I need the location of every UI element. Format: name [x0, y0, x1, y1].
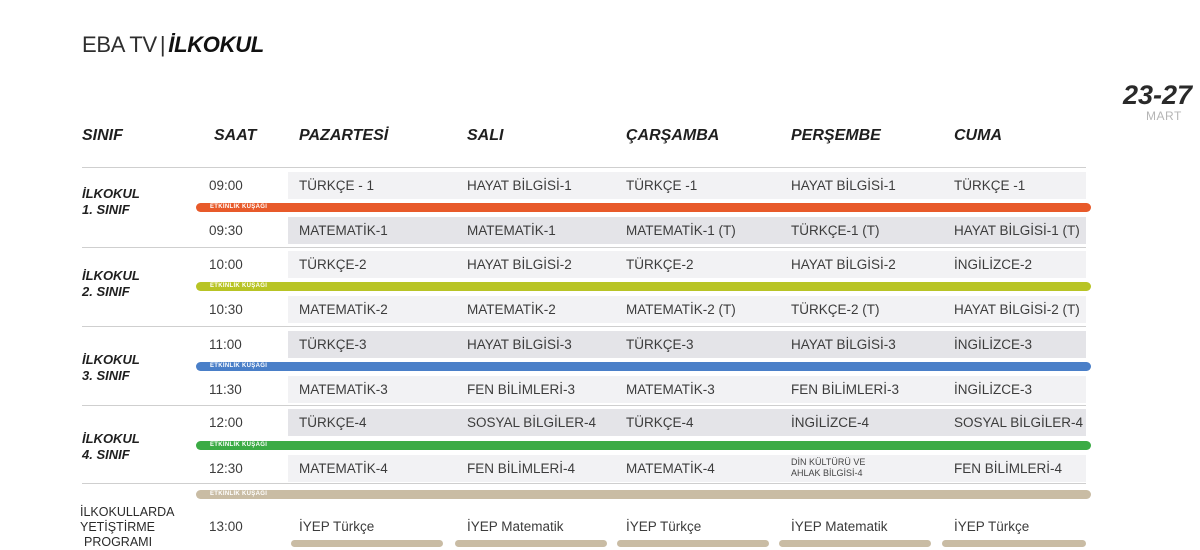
time-cell: 12:00 [209, 415, 243, 430]
schedule-cell: TÜRKÇE-2 (T) [791, 302, 880, 317]
program-label-line: İLKOKULLARDA [80, 505, 175, 519]
program-label-line: PROGRAMI [84, 535, 153, 549]
separator-line [82, 405, 1086, 406]
class-label-3 [82, 352, 140, 384]
class-label-2 [82, 268, 140, 300]
schedule-cell: MATEMATİK-2 (T) [626, 302, 736, 317]
time-cell: 11:30 [209, 382, 242, 397]
schedule-cell: FEN BİLİMLERİ-3 [791, 382, 900, 397]
schedule-cell: İYEP Türkçe [954, 519, 1030, 534]
schedule-cell: TÜRKÇE-3 [299, 337, 367, 352]
time-cell: 09:30 [209, 223, 243, 238]
time-cell: 10:00 [209, 257, 243, 272]
activity-band-bar [196, 490, 1091, 499]
class-label-line: İLKOKUL [82, 431, 140, 446]
schedule-cell-line: AHLAK BİLGİSİ-4 [791, 468, 863, 478]
schedule-cell: HAYAT BİLGİSİ-2 (T) [954, 302, 1080, 317]
activity-band-bar [196, 282, 1091, 291]
schedule-cell: TÜRKÇE-2 [626, 257, 694, 272]
separator-line [82, 167, 1086, 168]
schedule-cell: MATEMATİK-3 [626, 382, 715, 397]
schedule-cell: İNGİLİZCE-3 [954, 337, 1033, 352]
schedule-cell: TÜRKÇE -1 [954, 178, 1026, 193]
separator-line [82, 483, 1086, 484]
class-label-4 [82, 431, 140, 463]
schedule-cell: HAYAT BİLGİSİ-2 [467, 257, 572, 272]
schedule-cell: HAYAT BİLGİSİ-2 [791, 257, 896, 272]
class-label-line: 3. SINIF [82, 368, 130, 383]
schedule-cell: İYEP Türkçe [626, 519, 702, 534]
program-label [80, 505, 174, 550]
schedule-cell: FEN BİLİMLERİ-4 [467, 461, 576, 476]
activity-band-bar [196, 203, 1091, 212]
schedule-cell-line: DİN KÜLTÜRÜ VE [791, 457, 866, 467]
schedule-cell: MATEMATİK-1 [467, 223, 556, 238]
schedule-cell: MATEMATİK-2 [299, 302, 388, 317]
schedule-cell: HAYAT BİLGİSİ-1 (T) [954, 223, 1080, 238]
time-cell: 10:30 [209, 302, 243, 317]
schedule-cell: TÜRKÇE-4 [626, 415, 694, 430]
activity-band-bar [196, 441, 1091, 450]
column-header-friday: CUMA [954, 127, 1002, 144]
schedule-cell: HAYAT BİLGİSİ-3 [791, 337, 896, 352]
schedule-cell: MATEMATİK-1 [299, 223, 388, 238]
program-underline-bar [455, 540, 607, 547]
schedule-cell: SOSYAL BİLGİLER-4 [467, 415, 597, 430]
program-underline-bar [291, 540, 443, 547]
column-header-tuesday: SALI [467, 127, 504, 144]
time-cell: 13:00 [209, 519, 243, 534]
schedule-cell: İYEP Türkçe [299, 519, 375, 534]
class-label-line: 4. SINIF [82, 447, 130, 462]
title-separator: | [159, 32, 166, 57]
page-title [82, 32, 264, 58]
program-underline-bar [617, 540, 769, 547]
date-range: 23-27 [1122, 80, 1192, 110]
schedule-cell: TÜRKÇE -1 [626, 178, 698, 193]
time-cell: 12:30 [209, 461, 243, 476]
separator-line [82, 326, 1086, 327]
schedule-cell: TÜRKÇE - 1 [299, 178, 375, 193]
schedule-cell: MATEMATİK-4 [299, 461, 388, 476]
schedule-cell: SOSYAL BİLGİLER-4 [954, 415, 1084, 430]
schedule-cell: İNGİLİZCE-2 [954, 257, 1033, 272]
time-cell: 09:00 [209, 178, 243, 193]
activity-band-label: ETKİNLİK KUŞAĞI [210, 204, 268, 210]
program-label-line: YETİŞTİRME [80, 520, 156, 534]
activity-band-label: ETKİNLİK KUŞAĞI [210, 442, 268, 448]
activity-band-label: ETKİNLİK KUŞAĞI [210, 283, 268, 289]
activity-band-label: ETKİNLİK KUŞAĞI [210, 491, 268, 497]
schedule-cell: HAYAT BİLGİSİ-3 [467, 337, 572, 352]
schedule-cell: TÜRKÇE-4 [299, 415, 367, 430]
schedule-cell: MATEMATİK-2 [467, 302, 556, 317]
class-label-1 [82, 186, 140, 218]
time-cell: 11:00 [209, 337, 242, 352]
month-label: MART [1146, 109, 1182, 123]
title-prefix: EBA TV [82, 32, 157, 57]
class-label-line: İLKOKUL [82, 186, 140, 201]
class-label-line: İLKOKUL [82, 268, 140, 283]
schedule-cell: İYEP Matematik [791, 519, 888, 534]
schedule-cell [791, 457, 865, 479]
column-header-thursday: PERŞEMBE [791, 127, 881, 144]
column-header-wednesday: ÇARŞAMBA [626, 127, 720, 144]
activity-band-label: ETKİNLİK KUŞAĞI [210, 363, 268, 369]
activity-band-bar [196, 362, 1091, 371]
column-header-saat: SAAT [214, 127, 257, 144]
title-level: İLKOKUL [168, 32, 264, 57]
schedule-cell: TÜRKÇE-3 [626, 337, 694, 352]
column-header-sinif: SINIF [82, 127, 123, 144]
class-label-line: 2. SINIF [82, 284, 130, 299]
schedule-cell: MATEMATİK-3 [299, 382, 388, 397]
column-header-monday: PAZARTESİ [299, 127, 389, 144]
class-label-line: 1. SINIF [82, 202, 130, 217]
schedule-cell: MATEMATİK-4 [626, 461, 715, 476]
schedule-cell: HAYAT BİLGİSİ-1 [791, 178, 896, 193]
separator-line [82, 247, 1086, 248]
program-underline-bar [779, 540, 931, 547]
schedule-cell: FEN BİLİMLERİ-4 [954, 461, 1063, 476]
program-underline-bar [942, 540, 1086, 547]
schedule-cell: İNGİLİZCE-3 [954, 382, 1033, 397]
schedule-cell: İNGİLİZCE-4 [791, 415, 870, 430]
class-label-line: İLKOKUL [82, 352, 140, 367]
schedule-cell: TÜRKÇE-1 (T) [791, 223, 880, 238]
schedule-cell: FEN BİLİMLERİ-3 [467, 382, 576, 397]
schedule-cell: TÜRKÇE-2 [299, 257, 367, 272]
schedule-cell: MATEMATİK-1 (T) [626, 223, 736, 238]
schedule-cell: İYEP Matematik [467, 519, 564, 534]
schedule-cell: HAYAT BİLGİSİ-1 [467, 178, 572, 193]
